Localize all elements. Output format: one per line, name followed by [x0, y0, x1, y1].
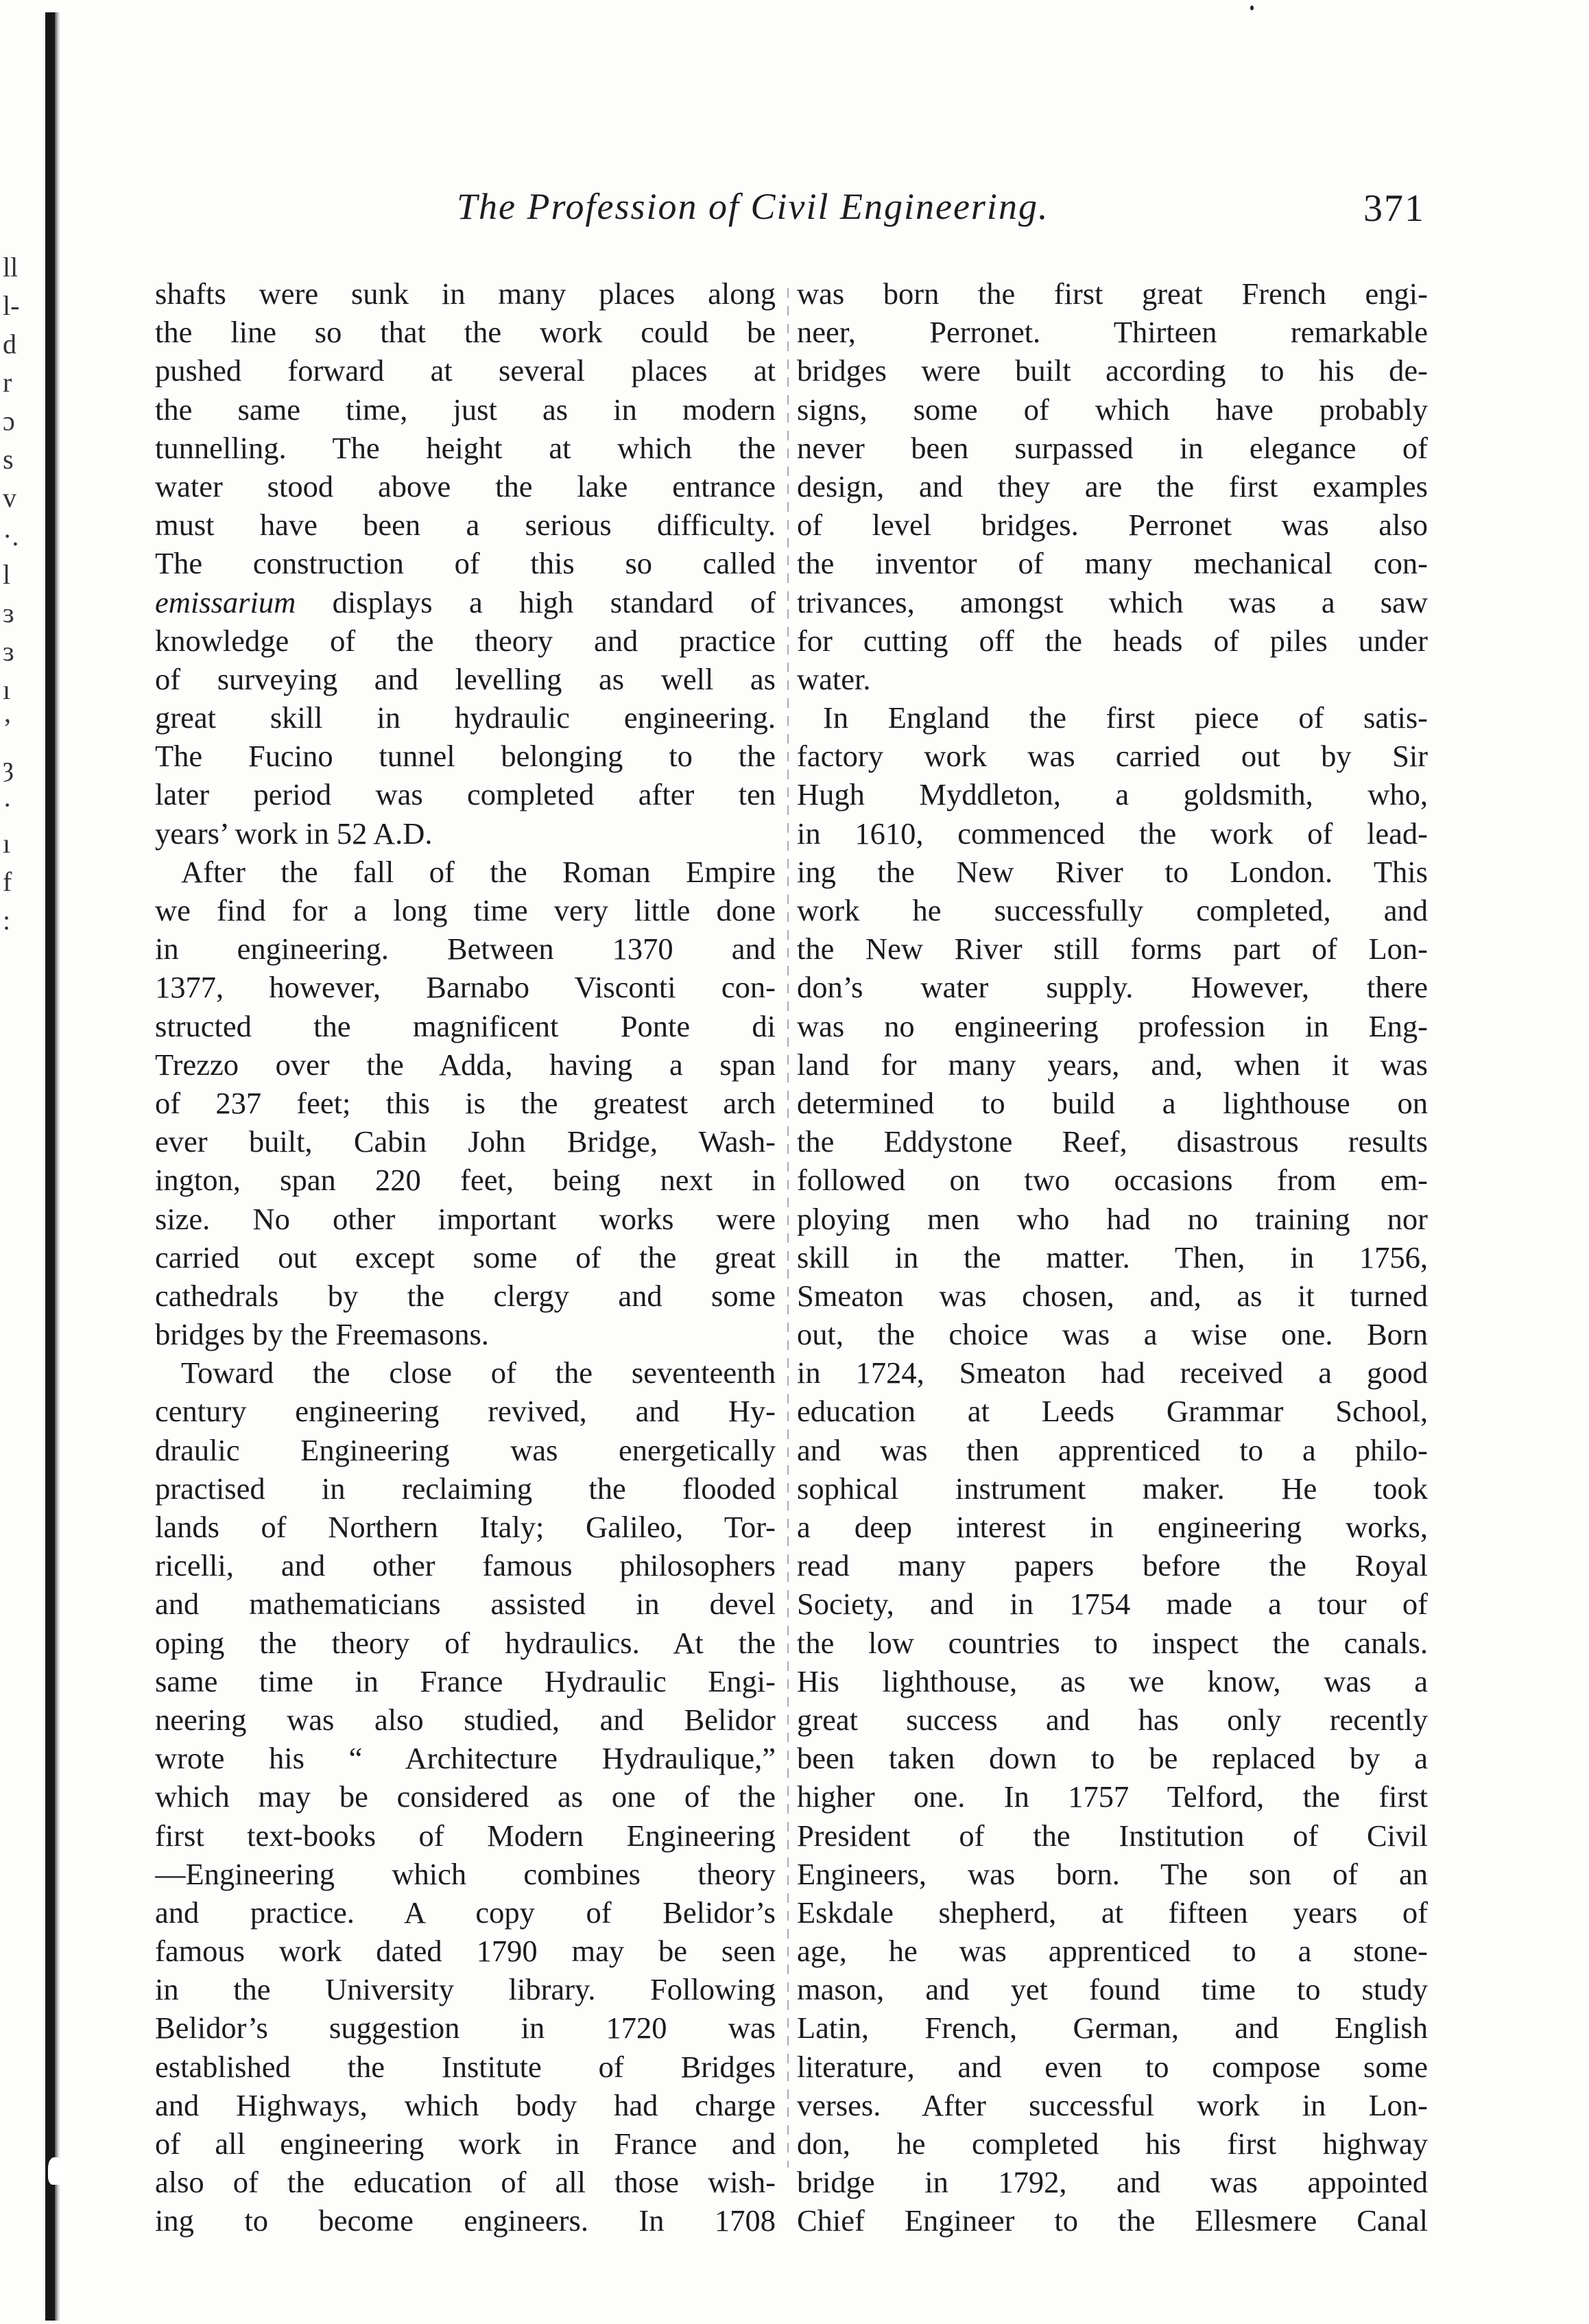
- margin-fragment: d: [3, 329, 16, 359]
- scan-speck: [1250, 5, 1254, 10]
- text-line: in engineering. Between 1370 and: [155, 932, 776, 967]
- text-line: don, he completed his first highway: [797, 2126, 1428, 2161]
- text-line: out, the choice was a wise one. Born: [797, 1317, 1428, 1352]
- margin-fragment: l-: [3, 290, 20, 321]
- margin-fragment: :: [3, 905, 11, 936]
- text-line: tunnelling. The height at which the: [155, 430, 776, 465]
- column-divider: [787, 288, 789, 2168]
- text-line: the line so that the work could be: [155, 315, 776, 350]
- running-head: [156, 185, 1425, 240]
- text-line: Toward the close of the seventeenth: [181, 1355, 776, 1390]
- text-line: ploying men who had no training nor: [797, 1201, 1428, 1236]
- text-line: was no engineering profession in Eng-: [797, 1008, 1428, 1043]
- text-line: the New River still forms part of Lon-: [797, 932, 1428, 967]
- text-line: skill in the matter. Then, in 1756,: [797, 1240, 1428, 1274]
- text-line: and mathematicians assisted in devel: [155, 1587, 776, 1622]
- text-line: famous work dated 1790 may be seen: [155, 1934, 776, 1969]
- text-line: mason, and yet found time to study: [797, 1972, 1428, 2007]
- text-line: wrote his “ Architecture Hydraulique,”: [155, 1741, 776, 1776]
- text-line: of level bridges. Perronet was also: [797, 508, 1428, 543]
- text-line: been taken down to be replaced by a: [797, 1741, 1428, 1776]
- text-line: shafts were sunk in many places along: [155, 276, 776, 311]
- text-line: great success and has only recently: [797, 1702, 1428, 1737]
- text-line: and practice. A copy of Belidor’s: [155, 1895, 776, 1930]
- text-line: which may be considered as one of the: [155, 1779, 776, 1814]
- text-line: was born the first great French engi-: [797, 276, 1428, 311]
- margin-fragment: ll: [3, 252, 19, 283]
- text-line: the Eddystone Reef, disastrous results: [797, 1124, 1428, 1159]
- margin-fragment: ı: [3, 828, 11, 859]
- margin-fragment: r: [3, 367, 12, 398]
- text-line: Belidor’s suggestion in 1720 was: [155, 2011, 776, 2046]
- text-line: in 1724, Smeaton had received a good: [797, 1355, 1428, 1390]
- text-line: ever built, Cabin John Bridge, Wash-: [155, 1124, 776, 1159]
- margin-fragment: ɜ: [3, 597, 14, 628]
- text-line: century engineering revived, and Hy-: [155, 1394, 776, 1429]
- text-line: Engineers, was born. The son of an: [797, 1856, 1428, 1891]
- text-line: The Fucino tunnel belonging to the: [155, 739, 776, 774]
- text-line: —Engineering which combines theory: [155, 1856, 776, 1891]
- text-line: oping the theory of hydraulics. At the: [155, 1625, 776, 1660]
- text-line: emissarium displays a high standard of: [155, 584, 776, 619]
- text-line: never been surpassed in elegance of: [797, 430, 1428, 465]
- right-column: [797, 274, 1428, 2240]
- text-line: for cutting off the heads of piles under: [797, 623, 1428, 658]
- text-line: In England the first piece of satis-: [823, 700, 1428, 735]
- text-line: The construction of this so called: [155, 546, 776, 581]
- running-title: The Profession of Civil Engineering.: [457, 186, 1049, 227]
- margin-fragment: ·: [3, 790, 12, 820]
- binding-shadow: [55, 12, 60, 2321]
- text-line: knowledge of the theory and practice: [155, 623, 776, 658]
- text-line: His lighthouse, as we know, was a: [797, 1663, 1428, 1698]
- text-line: established the Institute of Bridges: [155, 2049, 776, 2084]
- text-line: signs, some of which have probably: [797, 392, 1428, 427]
- text-line: a deep interest in engineering works,: [797, 1510, 1428, 1544]
- text-line: pushed forward at several places at: [155, 353, 776, 388]
- text-line: work he successfully completed, and: [797, 893, 1428, 927]
- text-line: ricelli, and other famous philosophers: [155, 1548, 776, 1583]
- text-line: cathedrals by the clergy and some: [155, 1278, 776, 1313]
- margin-fragment: ·.: [3, 521, 19, 552]
- text-line: land for many years, and, when it was: [797, 1047, 1428, 1082]
- text-line: literature, and even to compose some: [797, 2049, 1428, 2084]
- text-line: ing the New River to London. This: [797, 854, 1428, 889]
- text-line: size. No other important works were: [155, 1201, 776, 1236]
- text-line: the inventor of many mechanical con-: [797, 546, 1428, 581]
- text-line: water.: [797, 661, 871, 696]
- text-line: Eskdale shepherd, at fifteen years of: [797, 1895, 1428, 1930]
- text-line: the same time, just as in modern: [155, 392, 776, 427]
- text-line: in the University library. Following: [155, 1972, 776, 2007]
- text-line: later period was completed after ten: [155, 777, 776, 812]
- margin-fragment: ɜ: [3, 636, 14, 667]
- text-line: 1377, however, Barnabo Visconti con-: [155, 970, 776, 1005]
- text-line: same time in France Hydraulic Engi-: [155, 1663, 776, 1698]
- text-line: we find for a long time very little done: [155, 893, 776, 927]
- text-line: design, and they are the first examples: [797, 469, 1428, 503]
- text-line: neer, Perronet. Thirteen remarkable: [797, 315, 1428, 350]
- binding-mark: [48, 2157, 63, 2185]
- text-line: don’s water supply. However, there: [797, 970, 1428, 1005]
- text-line: neering was also studied, and Belidor: [155, 1702, 776, 1737]
- text-line: ing to become engineers. In 1708: [155, 2203, 776, 2238]
- text-line: education at Leeds Grammar School,: [797, 1394, 1428, 1429]
- text-line: President of the Institution of Civil: [797, 1818, 1428, 1853]
- text-line: first text-books of Modern Engineering: [155, 1818, 776, 1853]
- text-line: higher one. In 1757 Telford, the first: [797, 1779, 1428, 1814]
- text-line: practised in reclaiming the flooded: [155, 1471, 776, 1506]
- margin-fragment: v: [3, 482, 16, 513]
- page-number: 371: [1363, 187, 1425, 230]
- text-line: factory work was carried out by Sir: [797, 739, 1428, 774]
- binding-edge: [45, 12, 55, 2321]
- text-line: of all engineering work in France and: [155, 2126, 776, 2161]
- margin-fragment: ɔ: [3, 405, 15, 436]
- text-line: bridge in 1792, and was appointed: [797, 2165, 1428, 2200]
- text-line: Hugh Myddleton, a goldsmith, who,: [797, 777, 1428, 812]
- text-line: read many papers before the Royal: [797, 1548, 1428, 1583]
- text-line: ington, span 220 feet, being next in: [155, 1163, 776, 1198]
- text-line: of surveying and levelling as well as: [155, 661, 776, 696]
- text-line: Trezzo over the Adda, having a span: [155, 1047, 776, 1082]
- text-line: great skill in hydraulic engineering.: [155, 700, 776, 735]
- text-line: must have been a serious difficulty.: [155, 508, 776, 543]
- text-line: of 237 feet; this is the greatest arch: [155, 1085, 776, 1120]
- text-line: and was then apprenticed to a philo-: [797, 1432, 1428, 1467]
- text-line: bridges by the Freemasons.: [155, 1317, 489, 1352]
- text-line: determined to build a lighthouse on: [797, 1085, 1428, 1120]
- text-line: draulic Engineering was energetically: [155, 1432, 776, 1467]
- margin-fragment: ’: [3, 713, 12, 744]
- text-line: years’ work in 52 A.D.: [155, 816, 433, 851]
- text-line: verses. After successful work in Lon-: [797, 2087, 1428, 2122]
- text-line: trivances, amongst which was a saw: [797, 584, 1428, 619]
- text-line: in 1610, commenced the work of lead-: [797, 816, 1428, 851]
- margin-fragment: s: [3, 444, 14, 475]
- latin-term: emissarium: [155, 584, 296, 619]
- text-line: age, he was apprenticed to a stone-: [797, 1934, 1428, 1969]
- margin-fragment: l: [3, 559, 11, 590]
- text-line: and Highways, which body had charge: [155, 2087, 776, 2122]
- text-line: Latin, French, German, and English: [797, 2011, 1428, 2046]
- margin-fragment: f: [3, 866, 12, 897]
- text-line: carried out except some of the great: [155, 1240, 776, 1274]
- text-line: bridges were built according to his de-: [797, 353, 1428, 388]
- text-line: also of the education of all those wish-: [155, 2165, 776, 2200]
- text-line: After the fall of the Roman Empire: [181, 854, 776, 889]
- text-line: sophical instrument maker. He took: [797, 1471, 1428, 1506]
- text-line: structed the magnificent Ponte di: [155, 1008, 776, 1043]
- text-line: followed on two occasions from em-: [797, 1163, 1428, 1198]
- text-line: water stood above the lake entrance: [155, 469, 776, 503]
- text-line: Chief Engineer to the Ellesmere Canal: [797, 2203, 1428, 2238]
- margin-fragment: ȝ: [3, 751, 14, 782]
- left-column: [155, 274, 776, 2240]
- margin-fragment: ı: [3, 674, 11, 705]
- text-line: the low countries to inspect the canals.: [797, 1625, 1428, 1660]
- text-line: Society, and in 1754 made a tour of: [797, 1587, 1428, 1622]
- text-line: lands of Northern Italy; Galileo, Tor-: [155, 1510, 776, 1544]
- text-line: Smeaton was chosen, and, as it turned: [797, 1278, 1428, 1313]
